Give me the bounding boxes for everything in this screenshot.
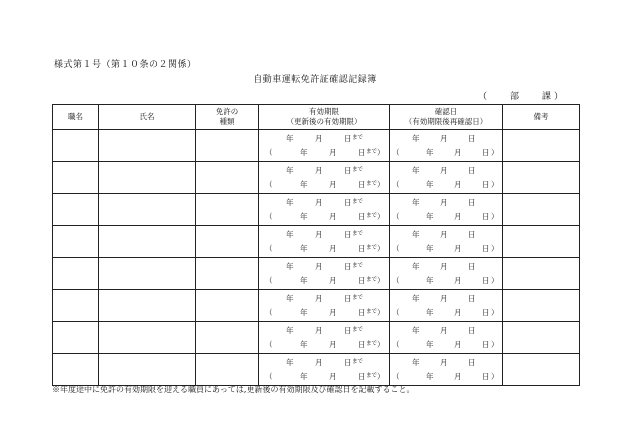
month-label: 月	[440, 358, 448, 367]
day-label: 日	[344, 358, 352, 367]
header-position: 職名	[53, 105, 99, 130]
month-label: 月	[440, 166, 448, 175]
day-label: 日	[358, 340, 366, 349]
header-validity-line2: （更新後の有効期限）	[286, 117, 362, 126]
position-cell[interactable]	[53, 226, 99, 258]
confirmed-date	[390, 258, 502, 289]
license-type-cell[interactable]	[196, 130, 259, 162]
license-record-table	[52, 104, 580, 386]
reconfirmed-line	[390, 371, 502, 383]
open-paren: （	[265, 340, 273, 349]
year-label: 年	[412, 134, 420, 143]
close-paren: ）	[377, 212, 385, 221]
month-label: 月	[440, 134, 448, 143]
day-label: 日	[344, 198, 352, 207]
table-row	[53, 194, 580, 226]
day-label: 日	[482, 180, 490, 189]
remarks-cell[interactable]	[503, 130, 580, 162]
day-label: 日	[344, 262, 352, 271]
year-label: 年	[286, 166, 294, 175]
validity-date	[259, 130, 389, 161]
year-label: 年	[426, 148, 434, 157]
year-label: 年	[300, 372, 308, 381]
day-label: 日	[468, 262, 476, 271]
table-row	[53, 354, 580, 386]
day-label: 日	[468, 326, 476, 335]
open-paren: （	[265, 180, 273, 189]
validity-line	[259, 293, 389, 305]
open-paren: （	[392, 212, 400, 221]
license-type-cell[interactable]	[196, 290, 259, 322]
day-label: 日	[482, 372, 490, 381]
until-label: まで	[366, 213, 378, 219]
year-label: 年	[426, 308, 434, 317]
confirmed-date-cell[interactable]	[390, 290, 503, 322]
validity-line	[259, 325, 389, 337]
validity-line	[259, 357, 389, 369]
position-cell[interactable]	[53, 194, 99, 226]
confirmed-date	[390, 162, 502, 193]
position-cell[interactable]	[53, 290, 99, 322]
header-validity	[259, 105, 390, 130]
validity-date	[259, 258, 389, 289]
name-cell[interactable]	[99, 354, 196, 386]
header-confirmed-date	[390, 105, 503, 130]
month-label: 月	[440, 198, 448, 207]
open-paren: （	[392, 372, 400, 381]
validity-line	[259, 229, 389, 241]
license-type-cell[interactable]	[196, 258, 259, 290]
open-paren: （	[392, 340, 400, 349]
renewed-validity-line	[259, 211, 389, 223]
day-label: 日	[468, 166, 476, 175]
remarks-cell[interactable]	[503, 226, 580, 258]
validity-line	[259, 261, 389, 273]
year-label: 年	[286, 326, 294, 335]
until-label: まで	[366, 341, 378, 347]
day-label: 日	[358, 276, 366, 285]
year-label: 年	[412, 294, 420, 303]
year-label: 年	[426, 244, 434, 253]
month-label: 月	[454, 372, 462, 381]
month-label: 月	[329, 308, 337, 317]
year-label: 年	[412, 230, 420, 239]
until-label: まで	[352, 199, 364, 205]
month-label: 月	[329, 340, 337, 349]
open-paren: （	[265, 276, 273, 285]
day-label: 日	[482, 212, 490, 221]
confirmed-date-cell[interactable]	[390, 322, 503, 354]
day-label: 日	[482, 308, 490, 317]
validity-line	[259, 165, 389, 177]
month-label: 月	[315, 294, 323, 303]
confirmed-line	[390, 357, 502, 369]
month-label: 月	[440, 230, 448, 239]
renewed-validity-line	[259, 243, 389, 255]
confirmed-date	[390, 226, 502, 257]
open-paren: （	[392, 148, 400, 157]
year-label: 年	[300, 308, 308, 317]
close-paren: ）	[491, 340, 499, 349]
until-label: まで	[352, 359, 364, 365]
until-label: まで	[366, 181, 378, 187]
day-label: 日	[482, 340, 490, 349]
close-paren: ）	[377, 180, 385, 189]
dept-section-label: 課	[542, 92, 552, 102]
validity-date	[259, 162, 389, 193]
year-label: 年	[286, 134, 294, 143]
header-remarks: 備考	[503, 105, 580, 130]
month-label: 月	[454, 148, 462, 157]
month-label: 月	[315, 230, 323, 239]
reconfirmed-line	[390, 147, 502, 159]
confirmed-date	[390, 130, 502, 161]
month-label: 月	[440, 326, 448, 335]
validity-cell[interactable]	[259, 290, 390, 322]
day-label: 日	[344, 326, 352, 335]
month-label: 月	[454, 276, 462, 285]
day-label: 日	[344, 166, 352, 175]
header-license-type-line1: 免許の	[215, 107, 239, 116]
day-label: 日	[482, 244, 490, 253]
table-header-row	[53, 105, 580, 130]
close-paren: ）	[377, 148, 385, 157]
name-cell[interactable]	[99, 322, 196, 354]
year-label: 年	[300, 340, 308, 349]
until-label: まで	[352, 231, 364, 237]
close-paren: ）	[491, 276, 499, 285]
confirmed-date-cell[interactable]	[390, 258, 503, 290]
month-label: 月	[329, 276, 337, 285]
month-label: 月	[454, 180, 462, 189]
header-confirmed-line2: （有効期限後再確認日）	[404, 117, 488, 126]
license-type-cell[interactable]	[196, 354, 259, 386]
confirmed-line	[390, 293, 502, 305]
day-label: 日	[482, 148, 490, 157]
day-label: 日	[358, 180, 366, 189]
renewed-validity-line	[259, 371, 389, 383]
open-paren: （	[265, 308, 273, 317]
month-label: 月	[315, 198, 323, 207]
dept-unit-label: 部	[510, 92, 520, 102]
remarks-cell[interactable]	[503, 322, 580, 354]
month-label: 月	[329, 180, 337, 189]
reconfirmed-line	[390, 307, 502, 319]
month-label: 月	[454, 340, 462, 349]
day-label: 日	[358, 148, 366, 157]
renewed-validity-line	[259, 147, 389, 159]
month-label: 月	[315, 262, 323, 271]
table-row	[53, 322, 580, 354]
year-label: 年	[426, 276, 434, 285]
close-paren: ）	[491, 212, 499, 221]
reconfirmed-line	[390, 339, 502, 351]
close-paren: ）	[377, 372, 385, 381]
open-paren: （	[392, 276, 400, 285]
renewed-validity-line	[259, 339, 389, 351]
year-label: 年	[412, 326, 420, 335]
year-label: 年	[426, 340, 434, 349]
validity-cell[interactable]	[259, 258, 390, 290]
until-label: まで	[352, 295, 364, 301]
day-label: 日	[482, 276, 490, 285]
open-paren: （	[265, 212, 273, 221]
confirmed-line	[390, 229, 502, 241]
close-paren: ）	[377, 340, 385, 349]
header-name: 氏名	[99, 105, 196, 130]
month-label: 月	[454, 244, 462, 253]
table-row	[53, 162, 580, 194]
confirmed-date	[390, 322, 502, 353]
year-label: 年	[300, 180, 308, 189]
validity-cell[interactable]	[259, 322, 390, 354]
month-label: 月	[440, 262, 448, 271]
validity-cell[interactable]	[259, 194, 390, 226]
name-cell[interactable]	[99, 162, 196, 194]
document-title: 自動車運転免許証確認記録簿	[253, 75, 377, 85]
year-label: 年	[412, 262, 420, 271]
remarks-cell[interactable]	[503, 258, 580, 290]
year-label: 年	[426, 372, 434, 381]
validity-date	[259, 322, 389, 353]
validity-cell[interactable]	[259, 354, 390, 386]
header-confirmed-line1: 確認日	[434, 107, 458, 116]
confirmed-date-cell[interactable]	[390, 354, 503, 386]
month-label: 月	[329, 148, 337, 157]
header-validity-line1: 有効期限	[309, 107, 339, 116]
day-label: 日	[344, 294, 352, 303]
open-paren: （	[392, 244, 400, 253]
table-row	[53, 130, 580, 162]
validity-date	[259, 194, 389, 225]
validity-line	[259, 197, 389, 209]
confirmed-date	[390, 194, 502, 225]
validity-cell[interactable]	[259, 130, 390, 162]
name-cell[interactable]	[99, 290, 196, 322]
month-label: 月	[454, 212, 462, 221]
until-label: まで	[352, 327, 364, 333]
position-cell[interactable]	[53, 130, 99, 162]
close-paren: ）	[377, 276, 385, 285]
confirmed-line	[390, 165, 502, 177]
name-cell[interactable]	[99, 258, 196, 290]
year-label: 年	[426, 180, 434, 189]
renewed-validity-line	[259, 275, 389, 287]
confirmed-date-cell[interactable]	[390, 194, 503, 226]
year-label: 年	[300, 148, 308, 157]
open-paren: （	[392, 308, 400, 317]
table-row	[53, 226, 580, 258]
year-label: 年	[412, 358, 420, 367]
close-paren: ）	[491, 372, 499, 381]
name-cell[interactable]	[99, 226, 196, 258]
renewed-validity-line	[259, 307, 389, 319]
name-cell[interactable]	[99, 130, 196, 162]
remarks-cell[interactable]	[503, 354, 580, 386]
until-label: まで	[366, 373, 378, 379]
month-label: 月	[440, 294, 448, 303]
month-label: 月	[315, 166, 323, 175]
reconfirmed-line	[390, 179, 502, 191]
year-label: 年	[286, 294, 294, 303]
renewed-validity-line	[259, 179, 389, 191]
close-paren: ）	[491, 308, 499, 317]
until-label: まで	[352, 263, 364, 269]
header-license-type-line2: 種類	[219, 117, 235, 126]
license-type-cell[interactable]	[196, 162, 259, 194]
table-row	[53, 258, 580, 290]
month-label: 月	[315, 134, 323, 143]
dept-open-paren: （	[478, 92, 488, 102]
close-paren: ）	[377, 308, 385, 317]
reconfirmed-line	[390, 211, 502, 223]
month-label: 月	[329, 244, 337, 253]
month-label: 月	[315, 326, 323, 335]
year-label: 年	[426, 212, 434, 221]
table-row	[53, 290, 580, 322]
license-type-cell[interactable]	[196, 194, 259, 226]
position-cell[interactable]	[53, 322, 99, 354]
month-label: 月	[454, 308, 462, 317]
license-type-cell[interactable]	[196, 322, 259, 354]
day-label: 日	[468, 358, 476, 367]
confirmed-date	[390, 290, 502, 321]
form-number-label: 様式第１号（第１０条の２関係）	[54, 60, 197, 70]
confirmed-date-cell[interactable]	[390, 130, 503, 162]
day-label: 日	[468, 230, 476, 239]
table-body	[53, 130, 580, 386]
confirmed-date	[390, 354, 502, 385]
month-label: 月	[329, 372, 337, 381]
day-label: 日	[358, 244, 366, 253]
confirmed-date-cell[interactable]	[390, 226, 503, 258]
validity-date	[259, 226, 389, 257]
close-paren: ）	[491, 244, 499, 253]
until-label: まで	[352, 135, 364, 141]
day-label: 日	[344, 134, 352, 143]
until-label: まで	[366, 309, 378, 315]
license-type-cell[interactable]	[196, 226, 259, 258]
day-label: 日	[358, 308, 366, 317]
remarks-cell[interactable]	[503, 194, 580, 226]
year-label: 年	[286, 230, 294, 239]
close-paren: ）	[377, 244, 385, 253]
until-label: まで	[352, 167, 364, 173]
day-label: 日	[468, 198, 476, 207]
position-cell[interactable]	[53, 258, 99, 290]
validity-cell[interactable]	[259, 162, 390, 194]
open-paren: （	[265, 148, 273, 157]
validity-date	[259, 354, 389, 385]
month-label: 月	[315, 358, 323, 367]
remarks-cell[interactable]	[503, 162, 580, 194]
close-paren: ）	[491, 148, 499, 157]
day-label: 日	[468, 134, 476, 143]
position-cell[interactable]	[53, 162, 99, 194]
year-label: 年	[300, 212, 308, 221]
year-label: 年	[412, 198, 420, 207]
day-label: 日	[344, 230, 352, 239]
confirmed-line	[390, 133, 502, 145]
open-paren: （	[265, 244, 273, 253]
until-label: まで	[366, 245, 378, 251]
validity-cell[interactable]	[259, 226, 390, 258]
year-label: 年	[286, 198, 294, 207]
day-label: 日	[358, 372, 366, 381]
close-paren: ）	[491, 180, 499, 189]
day-label: 日	[468, 294, 476, 303]
header-license-type	[196, 105, 259, 130]
confirmed-date-cell[interactable]	[390, 162, 503, 194]
year-label: 年	[412, 166, 420, 175]
open-paren: （	[265, 372, 273, 381]
year-label: 年	[300, 276, 308, 285]
year-label: 年	[286, 358, 294, 367]
footnote: ※年度途中に免許の有効期限を迎える職員にあっては,更新後の有効期限及び確認日を記載すること。	[52, 385, 415, 394]
validity-line	[259, 133, 389, 145]
year-label: 年	[286, 262, 294, 271]
open-paren: （	[392, 180, 400, 189]
dept-close-paren: ）	[554, 92, 564, 102]
remarks-cell[interactable]	[503, 290, 580, 322]
reconfirmed-line	[390, 243, 502, 255]
day-label: 日	[358, 212, 366, 221]
position-cell[interactable]	[53, 354, 99, 386]
month-label: 月	[329, 212, 337, 221]
confirmed-line	[390, 197, 502, 209]
year-label: 年	[300, 244, 308, 253]
confirmed-line	[390, 261, 502, 273]
until-label: まで	[366, 149, 378, 155]
confirmed-line	[390, 325, 502, 337]
validity-date	[259, 290, 389, 321]
name-cell[interactable]	[99, 194, 196, 226]
reconfirmed-line	[390, 275, 502, 287]
until-label: まで	[366, 277, 378, 283]
